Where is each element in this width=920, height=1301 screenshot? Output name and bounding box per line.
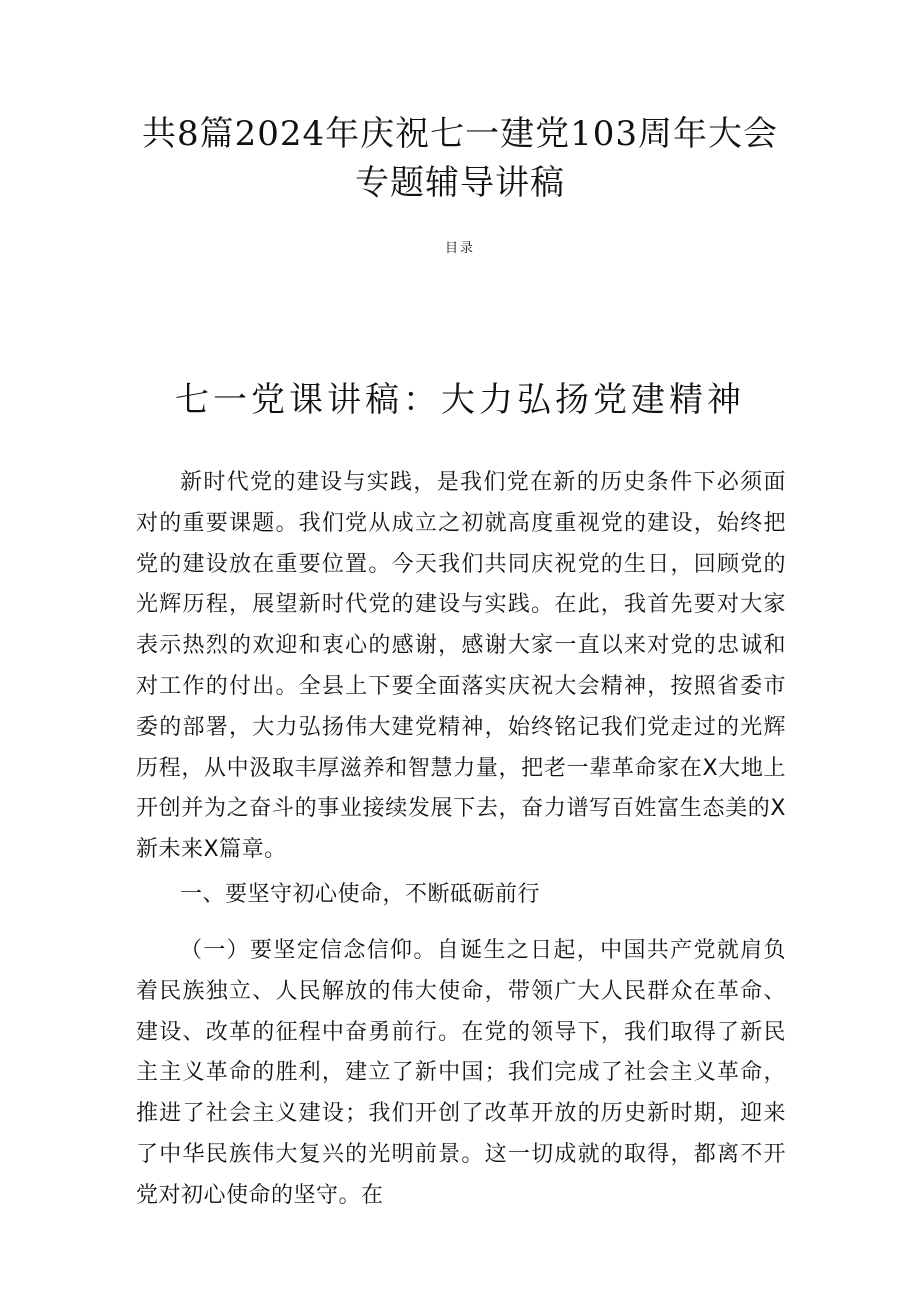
body-paragraph-intro: 新时代党的建设与实践，是我们党在新的历史条件下必须面对的重要课题。我们党从成立之初就高度重视党的建设，始终把党的建设放在重要位置。今天我们共同庆祝党的生日，回顾党的光辉历程，展望新时代党的建设与实践。在此，我首先要对大家表示热烈的欢迎和衷心的感谢，感谢大家一直以来对党的忠诚和对工作的付出。全县上下要全面落实庆祝大会精神，按照省委市委的部署，大力弘扬伟大建党精神，始终铭记我们党走过的光辉历程，从中汲取丰厚滋养和智慧力量，把老一辈革命家在X大地上开创并为之奋斗的事业接续发展下去，奋力谱写百姓富生态美的X新未来X篇章。 <box>136 470 786 863</box>
document-title-line-2: 专题辅导讲稿 <box>355 163 565 203</box>
body-paragraph-1-1: （一）要坚定信念信仰。自诞生之日起，中国共产党就肩负着民族独立、人民解放的伟大使命，带领广大人民群众在革命、建设、改革的征程中奋勇前行。在党的领导下，我们取得了新民主主义革命的胜利，建立了新中国；我们完成了社会主义革命，推进了社会主义建设；我们开创了改革开放的历史新时期，迎来了中华民族伟大复兴的光明前景。这一切成就的取得，都离不开党对初心使命的坚守。在 <box>136 938 786 1208</box>
section-title: 七一党课讲稿：大力弘扬党建精神 <box>175 380 745 420</box>
document-title-line-1: 共8篇2024年庆祝七一建党103周年大会 <box>141 114 779 154</box>
table-of-contents-label: 目录 <box>444 241 475 256</box>
section-heading-1: 一、要坚守初心使命，不断砥砺前行 <box>180 882 541 907</box>
